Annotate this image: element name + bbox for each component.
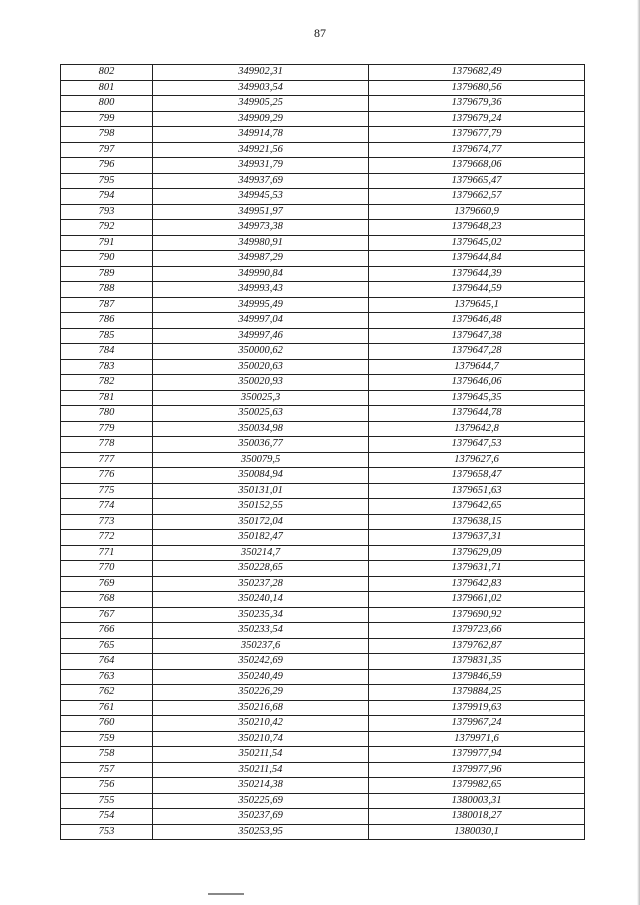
table-row xyxy=(61,716,585,732)
y-coordinate-cell: 1379762,87 xyxy=(369,638,585,654)
x-coordinate-cell: 350225,69 xyxy=(153,793,369,809)
point-number-cell: 766 xyxy=(61,623,153,639)
table-row xyxy=(61,700,585,716)
point-number-cell: 758 xyxy=(61,747,153,763)
y-coordinate-cell: 1379642,83 xyxy=(369,576,585,592)
x-coordinate-cell: 350242,69 xyxy=(153,654,369,670)
point-number-cell: 793 xyxy=(61,204,153,220)
y-coordinate-cell: 1379831,35 xyxy=(369,654,585,670)
y-coordinate-cell: 1379967,24 xyxy=(369,716,585,732)
point-number-cell: 802 xyxy=(61,65,153,81)
x-coordinate-cell: 349937,69 xyxy=(153,173,369,189)
y-coordinate-cell: 1379644,84 xyxy=(369,251,585,267)
table-row xyxy=(61,421,585,437)
point-number-cell: 801 xyxy=(61,80,153,96)
page-number: 87 xyxy=(314,26,326,40)
x-coordinate-cell: 350020,63 xyxy=(153,359,369,375)
point-number-cell: 792 xyxy=(61,220,153,236)
table-row xyxy=(61,189,585,205)
point-number-cell: 797 xyxy=(61,142,153,158)
table-row xyxy=(61,576,585,592)
x-coordinate-cell: 350228,65 xyxy=(153,561,369,577)
x-coordinate-cell: 350211,54 xyxy=(153,762,369,778)
x-coordinate-cell: 350034,98 xyxy=(153,421,369,437)
point-number-cell: 769 xyxy=(61,576,153,592)
point-number-cell: 768 xyxy=(61,592,153,608)
x-coordinate-cell: 349990,84 xyxy=(153,266,369,282)
x-coordinate-cell: 350025,3 xyxy=(153,390,369,406)
x-coordinate-cell: 349905,25 xyxy=(153,96,369,112)
point-number-cell: 763 xyxy=(61,669,153,685)
x-coordinate-cell: 349903,54 xyxy=(153,80,369,96)
table-row xyxy=(61,80,585,96)
y-coordinate-cell: 1379846,59 xyxy=(369,669,585,685)
x-coordinate-cell: 349902,31 xyxy=(153,65,369,81)
x-coordinate-cell: 350237,69 xyxy=(153,809,369,825)
x-coordinate-cell: 350172,04 xyxy=(153,514,369,530)
table-row xyxy=(61,545,585,561)
table-row xyxy=(61,313,585,329)
y-coordinate-cell: 1380018,27 xyxy=(369,809,585,825)
point-number-cell: 784 xyxy=(61,344,153,360)
x-coordinate-cell: 349980,91 xyxy=(153,235,369,251)
scan-mark xyxy=(208,893,244,895)
x-coordinate-cell: 349951,97 xyxy=(153,204,369,220)
y-coordinate-cell: 1379982,65 xyxy=(369,778,585,794)
point-number-cell: 799 xyxy=(61,111,153,127)
y-coordinate-cell: 1379645,02 xyxy=(369,235,585,251)
table-row xyxy=(61,406,585,422)
x-coordinate-cell: 349987,29 xyxy=(153,251,369,267)
x-coordinate-cell: 350084,94 xyxy=(153,468,369,484)
table-row xyxy=(61,747,585,763)
table-row xyxy=(61,809,585,825)
y-coordinate-cell: 1379629,09 xyxy=(369,545,585,561)
x-coordinate-cell: 349993,43 xyxy=(153,282,369,298)
x-coordinate-cell: 350079,5 xyxy=(153,452,369,468)
table-row xyxy=(61,142,585,158)
table-row xyxy=(61,96,585,112)
table-row xyxy=(61,65,585,81)
point-number-cell: 787 xyxy=(61,297,153,313)
y-coordinate-cell: 1379627,6 xyxy=(369,452,585,468)
table-row xyxy=(61,530,585,546)
y-coordinate-cell: 1379665,47 xyxy=(369,173,585,189)
table-row xyxy=(61,654,585,670)
y-coordinate-cell: 1379674,77 xyxy=(369,142,585,158)
y-coordinate-cell: 1380030,1 xyxy=(369,824,585,840)
point-number-cell: 761 xyxy=(61,700,153,716)
x-coordinate-cell: 350240,49 xyxy=(153,669,369,685)
x-coordinate-cell: 350020,93 xyxy=(153,375,369,391)
table-row xyxy=(61,127,585,143)
point-number-cell: 773 xyxy=(61,514,153,530)
table-row xyxy=(61,669,585,685)
y-coordinate-cell: 1379690,92 xyxy=(369,607,585,623)
point-number-cell: 776 xyxy=(61,468,153,484)
point-number-cell: 782 xyxy=(61,375,153,391)
x-coordinate-cell: 350233,54 xyxy=(153,623,369,639)
point-number-cell: 767 xyxy=(61,607,153,623)
x-coordinate-cell: 350237,6 xyxy=(153,638,369,654)
x-coordinate-cell: 350211,54 xyxy=(153,747,369,763)
table-row xyxy=(61,731,585,747)
table-row xyxy=(61,778,585,794)
table-row xyxy=(61,173,585,189)
y-coordinate-cell: 1379647,53 xyxy=(369,437,585,453)
point-number-cell: 778 xyxy=(61,437,153,453)
x-coordinate-cell: 350226,29 xyxy=(153,685,369,701)
table-row xyxy=(61,483,585,499)
y-coordinate-cell: 1379638,15 xyxy=(369,514,585,530)
x-coordinate-cell: 350240,14 xyxy=(153,592,369,608)
table-row xyxy=(61,375,585,391)
coordinates-table-body xyxy=(61,65,585,840)
x-coordinate-cell: 350235,34 xyxy=(153,607,369,623)
x-coordinate-cell: 349997,46 xyxy=(153,328,369,344)
y-coordinate-cell: 1379977,96 xyxy=(369,762,585,778)
point-number-cell: 780 xyxy=(61,406,153,422)
table-row xyxy=(61,282,585,298)
point-number-cell: 759 xyxy=(61,731,153,747)
point-number-cell: 774 xyxy=(61,499,153,515)
coordinates-table xyxy=(60,64,585,840)
point-number-cell: 756 xyxy=(61,778,153,794)
x-coordinate-cell: 350000,62 xyxy=(153,344,369,360)
table-row xyxy=(61,607,585,623)
x-coordinate-cell: 350214,7 xyxy=(153,545,369,561)
table-row xyxy=(61,561,585,577)
x-coordinate-cell: 350131,01 xyxy=(153,483,369,499)
point-number-cell: 753 xyxy=(61,824,153,840)
point-number-cell: 772 xyxy=(61,530,153,546)
y-coordinate-cell: 1379647,38 xyxy=(369,328,585,344)
table-row xyxy=(61,344,585,360)
y-coordinate-cell: 1379977,94 xyxy=(369,747,585,763)
y-coordinate-cell: 1379642,8 xyxy=(369,421,585,437)
table-row xyxy=(61,452,585,468)
table-row xyxy=(61,158,585,174)
point-number-cell: 798 xyxy=(61,127,153,143)
x-coordinate-cell: 350025,63 xyxy=(153,406,369,422)
point-number-cell: 775 xyxy=(61,483,153,499)
y-coordinate-cell: 1379631,71 xyxy=(369,561,585,577)
table-row xyxy=(61,251,585,267)
y-coordinate-cell: 1379646,06 xyxy=(369,375,585,391)
point-number-cell: 754 xyxy=(61,809,153,825)
table-row xyxy=(61,623,585,639)
y-coordinate-cell: 1379644,7 xyxy=(369,359,585,375)
point-number-cell: 788 xyxy=(61,282,153,298)
x-coordinate-cell: 350253,95 xyxy=(153,824,369,840)
x-coordinate-cell: 349997,04 xyxy=(153,313,369,329)
table-row xyxy=(61,685,585,701)
x-coordinate-cell: 349995,49 xyxy=(153,297,369,313)
table-row xyxy=(61,235,585,251)
y-coordinate-cell: 1380003,31 xyxy=(369,793,585,809)
table-row xyxy=(61,592,585,608)
y-coordinate-cell: 1379645,1 xyxy=(369,297,585,313)
table-row xyxy=(61,359,585,375)
y-coordinate-cell: 1379661,02 xyxy=(369,592,585,608)
point-number-cell: 794 xyxy=(61,189,153,205)
x-coordinate-cell: 350152,55 xyxy=(153,499,369,515)
table-row xyxy=(61,297,585,313)
point-number-cell: 762 xyxy=(61,685,153,701)
x-coordinate-cell: 349931,79 xyxy=(153,158,369,174)
x-coordinate-cell: 350036,77 xyxy=(153,437,369,453)
x-coordinate-cell: 350237,28 xyxy=(153,576,369,592)
y-coordinate-cell: 1379723,66 xyxy=(369,623,585,639)
y-coordinate-cell: 1379679,36 xyxy=(369,96,585,112)
y-coordinate-cell: 1379637,31 xyxy=(369,530,585,546)
point-number-cell: 779 xyxy=(61,421,153,437)
y-coordinate-cell: 1379651,63 xyxy=(369,483,585,499)
x-coordinate-cell: 350210,74 xyxy=(153,731,369,747)
y-coordinate-cell: 1379682,49 xyxy=(369,65,585,81)
y-coordinate-cell: 1379644,39 xyxy=(369,266,585,282)
y-coordinate-cell: 1379658,47 xyxy=(369,468,585,484)
table-row xyxy=(61,499,585,515)
point-number-cell: 765 xyxy=(61,638,153,654)
x-coordinate-cell: 349945,53 xyxy=(153,189,369,205)
point-number-cell: 757 xyxy=(61,762,153,778)
y-coordinate-cell: 1379668,06 xyxy=(369,158,585,174)
y-coordinate-cell: 1379680,56 xyxy=(369,80,585,96)
table-row xyxy=(61,266,585,282)
table-row xyxy=(61,204,585,220)
table-row xyxy=(61,328,585,344)
point-number-cell: 790 xyxy=(61,251,153,267)
x-coordinate-cell: 350182,47 xyxy=(153,530,369,546)
point-number-cell: 789 xyxy=(61,266,153,282)
point-number-cell: 781 xyxy=(61,390,153,406)
point-number-cell: 785 xyxy=(61,328,153,344)
y-coordinate-cell: 1379646,48 xyxy=(369,313,585,329)
x-coordinate-cell: 349909,29 xyxy=(153,111,369,127)
table-row xyxy=(61,638,585,654)
y-coordinate-cell: 1379662,57 xyxy=(369,189,585,205)
point-number-cell: 771 xyxy=(61,545,153,561)
x-coordinate-cell: 350216,68 xyxy=(153,700,369,716)
point-number-cell: 796 xyxy=(61,158,153,174)
table-row xyxy=(61,390,585,406)
point-number-cell: 791 xyxy=(61,235,153,251)
y-coordinate-cell: 1379648,23 xyxy=(369,220,585,236)
x-coordinate-cell: 350210,42 xyxy=(153,716,369,732)
point-number-cell: 764 xyxy=(61,654,153,670)
point-number-cell: 755 xyxy=(61,793,153,809)
y-coordinate-cell: 1379645,35 xyxy=(369,390,585,406)
point-number-cell: 786 xyxy=(61,313,153,329)
point-number-cell: 760 xyxy=(61,716,153,732)
y-coordinate-cell: 1379660,9 xyxy=(369,204,585,220)
table-row xyxy=(61,514,585,530)
point-number-cell: 795 xyxy=(61,173,153,189)
table-row xyxy=(61,220,585,236)
table-row xyxy=(61,437,585,453)
y-coordinate-cell: 1379647,28 xyxy=(369,344,585,360)
point-number-cell: 800 xyxy=(61,96,153,112)
table-row xyxy=(61,111,585,127)
x-coordinate-cell: 350214,38 xyxy=(153,778,369,794)
table-row xyxy=(61,762,585,778)
point-number-cell: 783 xyxy=(61,359,153,375)
y-coordinate-cell: 1379677,79 xyxy=(369,127,585,143)
y-coordinate-cell: 1379919,63 xyxy=(369,700,585,716)
table-row xyxy=(61,468,585,484)
table-row xyxy=(61,793,585,809)
x-coordinate-cell: 349921,56 xyxy=(153,142,369,158)
x-coordinate-cell: 349973,38 xyxy=(153,220,369,236)
y-coordinate-cell: 1379971,6 xyxy=(369,731,585,747)
y-coordinate-cell: 1379884,25 xyxy=(369,685,585,701)
table-row xyxy=(61,824,585,840)
point-number-cell: 777 xyxy=(61,452,153,468)
point-number-cell: 770 xyxy=(61,561,153,577)
x-coordinate-cell: 349914,78 xyxy=(153,127,369,143)
y-coordinate-cell: 1379644,78 xyxy=(369,406,585,422)
y-coordinate-cell: 1379644,59 xyxy=(369,282,585,298)
y-coordinate-cell: 1379642,65 xyxy=(369,499,585,515)
y-coordinate-cell: 1379679,24 xyxy=(369,111,585,127)
